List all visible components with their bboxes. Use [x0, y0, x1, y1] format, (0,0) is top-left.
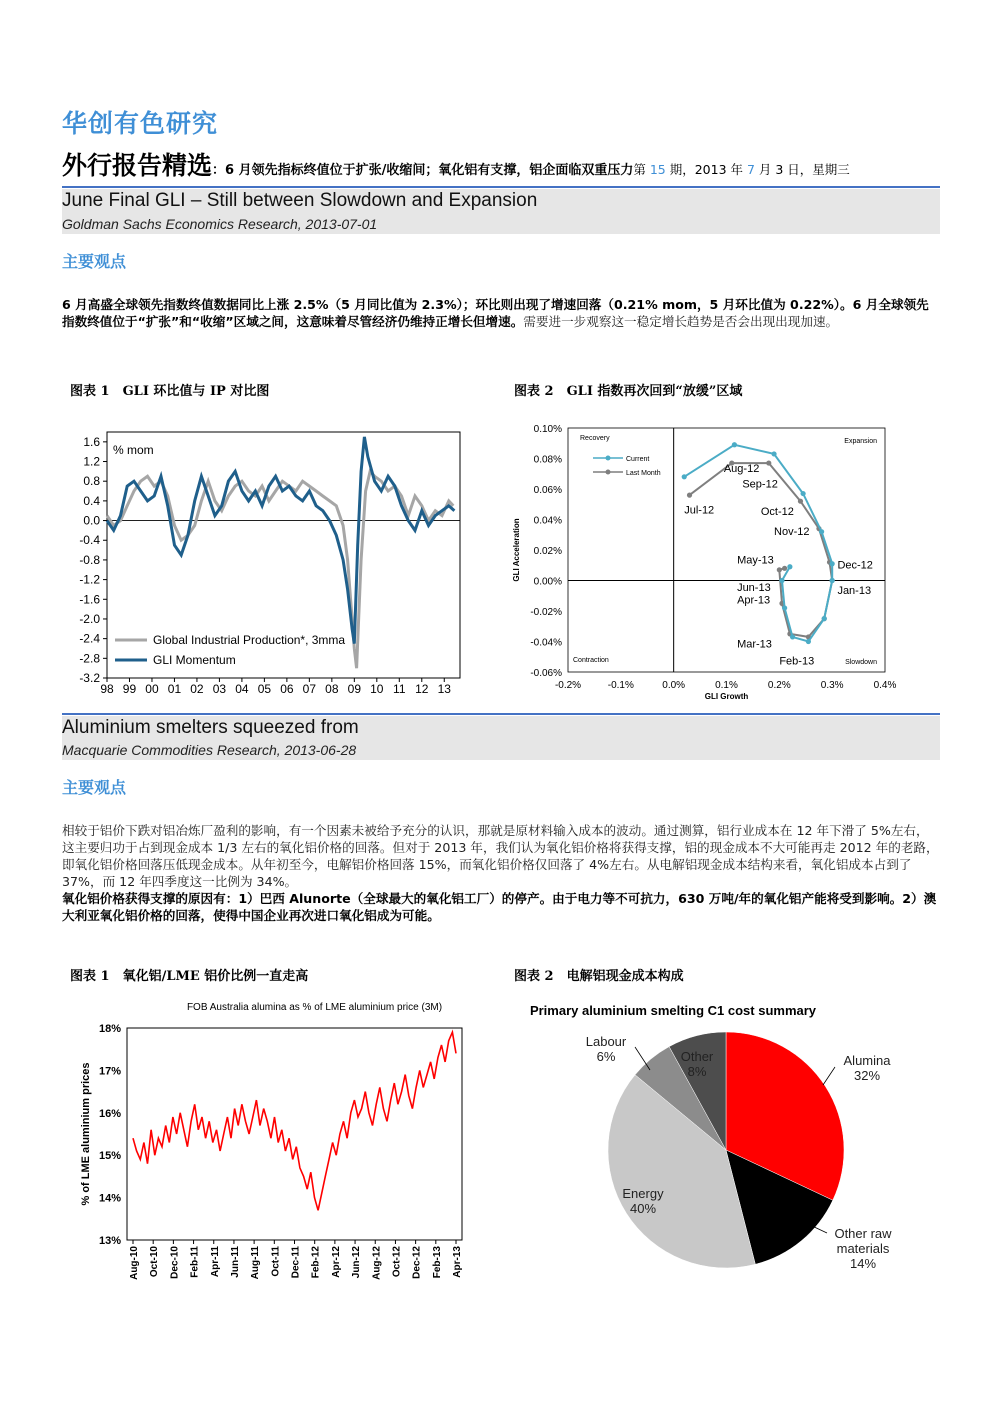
article1-source: Goldman Sachs Economics Research, 2013-07-01: [62, 216, 378, 232]
legend-label: Global Industrial Production*, 3mma: [153, 633, 346, 647]
pie-label: 14%: [849, 1256, 877, 1271]
y-tick-label: -0.02%: [530, 607, 562, 618]
y-tick-label: 0.04%: [533, 515, 562, 527]
report-subtitle: ：6 月领先指标终值位于扩张/收缩间；氧化铝有支撑，铝企面临双重压力: [212, 163, 634, 178]
x-tick-label: Apr-12: [330, 1246, 342, 1278]
y-tick-label: -1.6: [79, 592, 100, 607]
legend-label: Last Month: [626, 470, 661, 477]
y-axis-label: GLI Acceleration: [512, 518, 521, 582]
y-tick-label: 0.02%: [533, 546, 562, 557]
y-axis-label: % of LME aluminium prices: [80, 1062, 92, 1206]
pie-label: Other raw: [834, 1226, 892, 1241]
x-tick-label: 98: [100, 682, 114, 696]
series-point: [790, 634, 795, 639]
point-label: May-13: [737, 554, 774, 567]
x-tick-label: -0.1%: [607, 680, 634, 691]
point-label: Sep-12: [742, 478, 778, 491]
x-tick-label: 99: [122, 682, 137, 696]
x-tick-label: Dec-11: [290, 1246, 302, 1279]
alumina-ratio-chart: [62, 995, 482, 1295]
point-label: Jul-12: [684, 504, 715, 517]
article2-section-heading: 主要观点: [62, 778, 127, 797]
y-tick-label: 15%: [98, 1150, 121, 1163]
pie-leader-line: [823, 1067, 835, 1085]
y-tick-label: 0.10%: [533, 424, 562, 435]
series-point: [806, 639, 811, 644]
series-point: [766, 460, 771, 465]
legend-label: GLI Momentum: [153, 653, 236, 667]
x-tick-label: -0.2%: [554, 680, 582, 691]
issue-prefix: 第: [633, 162, 650, 177]
y-tick-label: -2.0: [79, 611, 100, 626]
x-tick-label: 0.2%: [767, 680, 791, 691]
issue-month: 7: [746, 162, 755, 177]
c1-cost-pie-chart: [505, 995, 925, 1295]
series-point: [819, 529, 824, 534]
x-tick-label: 05: [257, 682, 272, 696]
series-point: [682, 474, 687, 479]
x-tick-label: Feb-12: [310, 1246, 322, 1279]
legend-label: Current: [626, 456, 650, 463]
y-tick-label: 0.00%: [533, 576, 562, 588]
series-point: [782, 605, 787, 610]
point-label: Apr-13: [737, 594, 771, 607]
series-point: [782, 566, 787, 571]
article2-fig2-caption: 图表 2 电解铝现金成本构成: [514, 969, 684, 984]
x-tick-label: 10: [370, 682, 384, 696]
quadrant-slowdown: Slowdown: [845, 659, 877, 666]
article1-title: June Final GLI – Still between Slowdown and Expansion: [62, 190, 538, 211]
y-tick-label: 17%: [98, 1065, 121, 1078]
article2-title: Aluminium smelters squeezed from: [62, 717, 359, 738]
x-axis-label: GLI Growth: [704, 692, 749, 701]
article1-paragraph: [62, 296, 940, 330]
y-tick-label: 14%: [98, 1192, 121, 1205]
x-tick-label: 12: [415, 682, 429, 696]
point-label: Jan-13: [837, 585, 872, 598]
article1-para-bold: 6 月高盛全球领先指数终值数据同比上涨 2.5%（5 月同比值为 2.3%）；环比则出现了增速回落（0.21% mom，5 月环比值为 0.22%）。6 月全球领先指数终值位于“扩张”和“收缩”区域之间，这意味着尽管经济仍维持正增长但增速。: [62, 297, 929, 329]
x-tick-label: 02: [190, 682, 204, 696]
series-point: [801, 491, 806, 496]
y-tick-label: 0.4: [83, 493, 100, 508]
quadrant-contraction: Contraction: [573, 657, 609, 664]
series-point: [798, 499, 803, 504]
pie-label: 32%: [853, 1068, 881, 1083]
x-tick-label: Apr-11: [209, 1246, 221, 1278]
quadrant-expansion: Expansion: [844, 438, 877, 445]
pie-label: 8%: [687, 1064, 707, 1079]
pie-label: 40%: [629, 1201, 657, 1216]
x-tick-label: 13: [437, 682, 451, 696]
x-tick-label: 0.0%: [662, 680, 686, 691]
y-unit-label: % mom: [113, 443, 154, 457]
series-point: [771, 451, 776, 456]
point-label: Nov-12: [774, 525, 810, 538]
brand-title: 华创有色研究: [62, 109, 219, 138]
pie-label: Energy: [622, 1186, 664, 1201]
y-tick-label: 0.8: [83, 474, 100, 489]
article2-para-bold: 氧化铝价格获得支撑的原因有：1）巴西 Alunorte（全球最大的氧化铝工厂）的停产。由于电力等不可抗力，630 万吨/年的氧化铝产能将受到影响。2）澳大利亚氧化铝价格的回落，使得中国企业再次进口氧化铝成为可能。: [62, 891, 937, 923]
x-tick-label: Jun-12: [351, 1246, 363, 1279]
series-point: [822, 616, 827, 621]
point-label: Mar-13: [737, 638, 772, 651]
article2-paragraph: [62, 822, 940, 924]
point-label: Dec-12: [837, 559, 873, 572]
pie-label: Other: [680, 1049, 714, 1064]
legend-marker: [606, 470, 611, 475]
y-tick-label: -0.06%: [530, 668, 562, 679]
x-tick-label: 06: [280, 682, 294, 696]
article2-para-normal: 相较于铝价下跌对铝冶炼厂盈利的影响，有一个因素未被给予充分的认识，那就是原材料输入成本的波动。通过测算，铝行业成本在 12 年下滑了 5%左右，这主要归功于占到现金成本 1/3 左右的氧化铝价格的回落。但对于 2013 年，我们认为氧化铝价格将获得支撑，铝的现金成本不大可能再走 2012 年的老路，即氧化铝价格回落压低现金成本。从年初至今，电解铝价格回落 15%，而氧化铝价格仅回落了 4%左右。从电解铝现金成本结构来看，氧化铝成本占到了 37%，而 12 年四季度这一比例为 34%。: [62, 823, 939, 889]
quadrant-recovery: Recovery: [580, 435, 610, 442]
gli-quadrant-chart: [505, 420, 925, 705]
x-tick-label: 0.1%: [715, 680, 738, 691]
y-tick-label: 1.6: [83, 434, 100, 449]
chart-title: Primary aluminium smelting C1 cost summary: [529, 1003, 817, 1018]
issue-number: 15: [649, 162, 666, 177]
series-point: [787, 564, 792, 569]
point-label: Feb-13: [779, 655, 815, 668]
x-tick-label: Oct-12: [391, 1246, 403, 1278]
article1-fig2-caption: 图表 2 GLI 指数再次回到“放缓”区域: [514, 384, 743, 399]
x-tick-label: Aug-10: [129, 1246, 140, 1280]
pie-label: Labour: [585, 1034, 627, 1049]
pie-label: Alumina: [843, 1053, 891, 1068]
report-title: 外行报告精选: [62, 151, 213, 180]
x-tick-label: Apr-13: [452, 1246, 463, 1278]
y-tick-label: -2.4: [79, 631, 100, 646]
point-label: Jun-13: [737, 582, 771, 595]
x-tick-label: Feb-13: [431, 1246, 443, 1279]
x-tick-label: 03: [212, 682, 227, 696]
issue-mid: 期，2013 年: [665, 162, 747, 177]
pie-label: 6%: [596, 1049, 616, 1064]
x-tick-label: Oct-11: [270, 1246, 282, 1277]
x-tick-label: Aug-11: [250, 1246, 262, 1280]
gli-ip-line-chart: [62, 420, 482, 700]
y-tick-label: 0.06%: [533, 485, 562, 496]
x-tick-label: Aug-12: [371, 1246, 383, 1280]
y-tick-label: 1.2: [83, 454, 100, 469]
x-tick-label: Dec-12: [411, 1246, 423, 1279]
y-tick-label: 18%: [98, 1023, 121, 1035]
point-label: Oct-12: [760, 505, 794, 518]
y-tick-label: 0.08%: [533, 454, 562, 466]
series-point: [830, 561, 835, 566]
x-tick-label: Jun-11: [229, 1246, 241, 1278]
y-tick-label: -3.2: [79, 671, 100, 685]
x-tick-label: 0.3%: [820, 680, 844, 691]
legend-marker: [606, 456, 611, 461]
issue-suffix: 月 3 日，星期三: [754, 162, 850, 177]
x-tick-label: 09: [347, 682, 362, 696]
series-point: [779, 578, 784, 583]
y-tick-label: -1.2: [79, 572, 100, 587]
y-tick-label: -0.4: [79, 533, 100, 548]
series-point: [777, 567, 782, 572]
article1-fig1-caption: 图表 1 GLI 环比值与 IP 对比图: [70, 384, 270, 399]
series-point: [732, 442, 737, 447]
y-tick-label: 0.0: [83, 513, 100, 528]
x-tick-label: 11: [393, 682, 406, 696]
x-tick-label: Oct-10: [149, 1246, 161, 1278]
article2-rule: [62, 713, 940, 715]
y-tick-label: -0.04%: [530, 637, 562, 649]
x-tick-label: 07: [302, 682, 317, 696]
series-point: [687, 493, 692, 498]
x-tick-label: Feb-11: [189, 1246, 201, 1278]
article1-section-heading: 主要观点: [62, 252, 127, 271]
x-tick-label: 01: [167, 682, 182, 696]
pie-label: materials: [836, 1241, 890, 1256]
article2-source: Macquarie Commodities Research, 2013-06-28: [62, 742, 357, 758]
report-header: [62, 146, 940, 186]
y-tick-label: 16%: [98, 1107, 121, 1120]
x-tick-label: 0.4%: [873, 680, 897, 691]
x-tick-label: Dec-10: [169, 1246, 181, 1279]
header-rule: [62, 186, 940, 188]
article2-fig1-caption: 图表 1 氧化铝/LME 铝价比例一直走高: [70, 969, 309, 984]
y-tick-label: 13%: [98, 1235, 121, 1247]
article1-para-normal: 需要进一步观察这一稳定增长趋势是否会出现出现加速。: [523, 314, 839, 329]
y-tick-label: -2.8: [79, 651, 100, 666]
chart-title: FOB Australia alumina as % of LME aluminium price (3M): [186, 1002, 443, 1013]
point-label: Aug-12: [723, 463, 760, 476]
x-tick-label: 04: [235, 682, 249, 696]
series-point: [830, 578, 835, 583]
y-tick-label: -0.8: [79, 552, 100, 567]
x-tick-label: 08: [325, 682, 339, 696]
x-tick-label: 00: [145, 682, 159, 696]
